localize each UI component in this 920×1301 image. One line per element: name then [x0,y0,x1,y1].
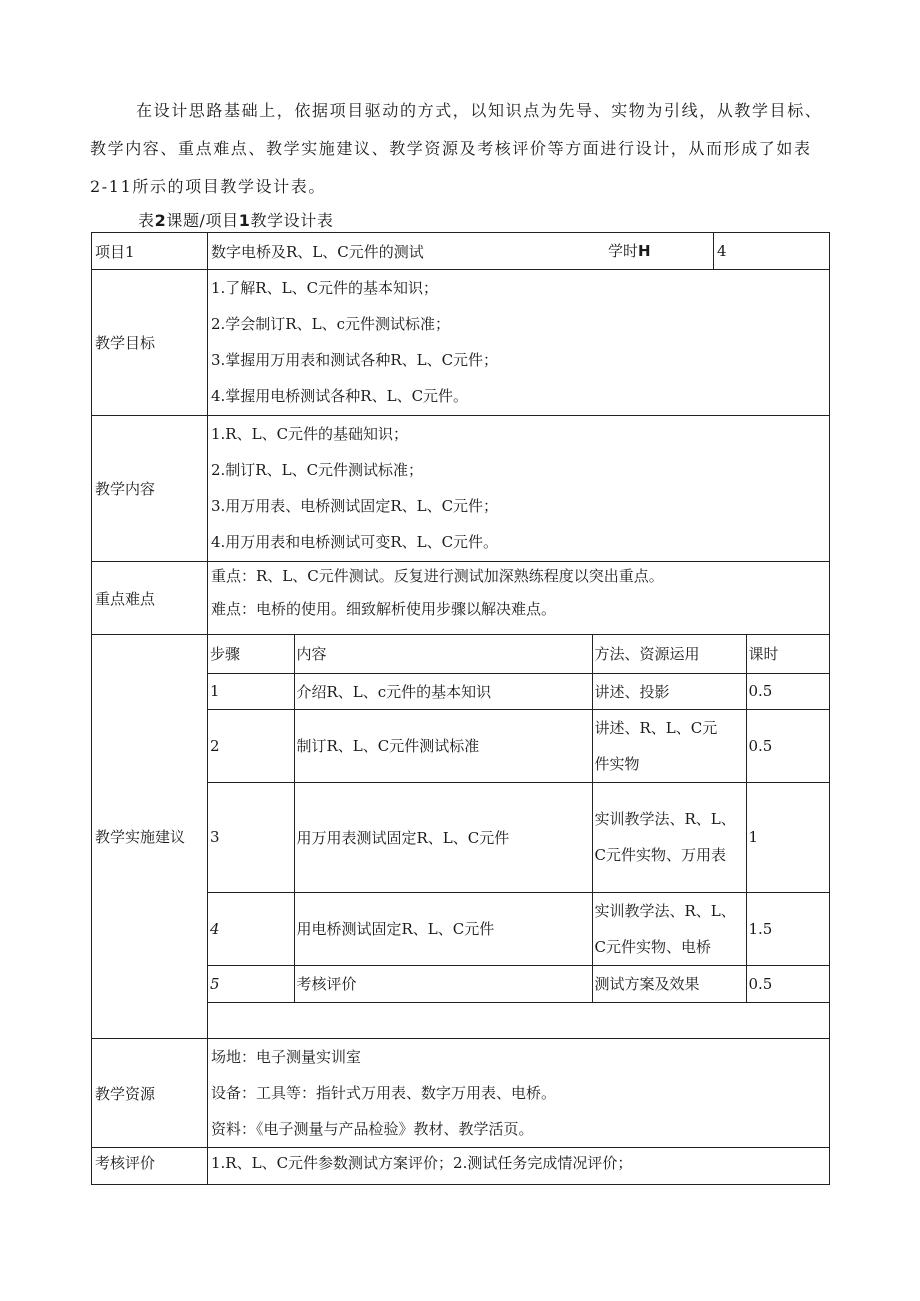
step-cell: 5 [208,965,294,1002]
implementation-label: 教学实施建议 [92,635,208,1039]
step-content: 用电桥测试固定R、L、C元件 [294,892,592,965]
content-list [208,416,830,562]
method-line: C元件实物、电桥 [594,937,711,956]
header-method: 方法、资源运用 [592,635,746,673]
hours-value: 4 [714,233,830,270]
table-caption [138,208,334,231]
step-content: 用万用表测试固定R、L、C元件 [294,782,592,892]
hours-label: 学时 [608,242,639,260]
step-method [592,782,746,892]
method-line: 件实物 [594,754,640,773]
implementation-header-row [208,635,829,673]
caption-suffix: 教学设计表 [250,211,334,230]
table-row [208,892,829,965]
resources-row [92,1039,830,1148]
implementation-cell [208,635,830,1039]
caption-prefix: 表 [138,211,155,230]
step-method [592,892,746,965]
table-row [208,673,829,709]
step-cell: 1 [208,673,294,709]
method-line: C元件实物、万用表 [594,846,726,864]
step-content: 考核评价 [294,965,592,1002]
assessment-row [92,1148,830,1185]
project-title: 数字电桥及R、L、C元件的测试 [211,242,424,261]
step-hours: 1 [746,782,829,892]
caption-number-2: 1 [238,211,251,230]
resource-item: 场地：电子测量实训室 [211,1048,362,1066]
keypoints-row [92,562,830,635]
content-item: 2.制订R、L、C元件测试标准； [211,461,424,479]
goal-item: 1.了解R、L、C元件的基本知识； [211,279,439,297]
step-content: 介绍R、L、c元件的基本知识 [294,673,592,709]
project-row [92,233,830,270]
empty-row [208,1002,829,1037]
implementation-row [92,635,830,1039]
step-hours: 1.5 [746,892,829,965]
caption-number: 2 [154,211,167,230]
header-content: 内容 [294,635,592,673]
step-hours: 0.5 [746,965,829,1002]
keypoint-item: 重点：R、L、C元件测试。反复进行测试加深熟练程度以突出重点。 [211,567,664,585]
keypoints-list [208,562,830,635]
empty-cell [208,1002,829,1037]
table-row [208,709,829,782]
goals-label: 教学目标 [92,270,208,416]
content-item: 3.用万用表、电桥测试固定R、L、C元件； [211,497,499,515]
project-label: 项目1 [92,233,208,270]
table-row [208,782,829,892]
method-line: 实训教学法、R、L、 [594,901,736,920]
intro-paragraph: 在设计思路基础上，依据项目驱动的方式，以知识点为先导、实物为引线，从教学目标、教学内容、重点难点、教学实施建议、教学资源及考核评价等方面进行设计，从而形成了如表2-11所示的项目教学设计表。 [90,101,823,196]
header-hours: 课时 [746,635,829,673]
teaching-design-table [91,232,830,1185]
project-title-cell [208,233,714,270]
method-line: 实训教学法、R、L、 [594,810,736,828]
content-item: 1.R、L、C元件的基础知识； [211,425,409,443]
implementation-table [208,635,829,1037]
step-cell: 4 [208,892,294,965]
step-cell: 3 [208,782,294,892]
step-method: 测试方案及效果 [592,965,746,1002]
step-method: 讲述、投影 [592,673,746,709]
hours-mark: H [638,242,651,260]
goal-item: 3.掌握用万用表和测试各种R、L、C元件； [211,351,499,369]
keypoint-item: 难点：电桥的使用。细致解析使用步骤以解决难点。 [211,600,557,618]
resource-item: 资料：《电子测量与产品检验》教材、教学活页。 [211,1120,534,1138]
method-line: 讲述、R、L、C元 [594,718,718,737]
step-method [592,709,746,782]
table-row [208,965,829,1002]
hours-label-group [608,240,651,261]
goals-list [208,270,830,416]
assessment-text: 1.R、L、C元件参数测试方案评价；2.测试任务完成情况评价； [208,1148,830,1185]
step-hours: 0.5 [746,673,829,709]
content-label: 教学内容 [92,416,208,562]
resources-list [208,1039,830,1148]
keypoints-label: 重点难点 [92,562,208,635]
step-content: 制订R、L、C元件测试标准 [294,709,592,782]
content-row [92,416,830,562]
step-cell: 2 [208,709,294,782]
step-hours: 0.5 [746,709,829,782]
goal-item: 4.掌握用电桥测试各种R、L、C元件。 [211,387,469,405]
goals-row [92,270,830,416]
resource-item: 设备：工具等：指针式万用表、数字万用表、电桥。 [211,1084,557,1102]
goal-item: 2.学会制订R、L、c元件测试标准； [211,315,450,333]
resources-label: 教学资源 [92,1039,208,1148]
assessment-label: 考核评价 [92,1148,208,1185]
content-item: 4.用万用表和电桥测试可变R、L、C元件。 [211,533,499,551]
header-step: 步骤 [208,635,294,673]
caption-middle: 课题/项目 [166,211,239,230]
